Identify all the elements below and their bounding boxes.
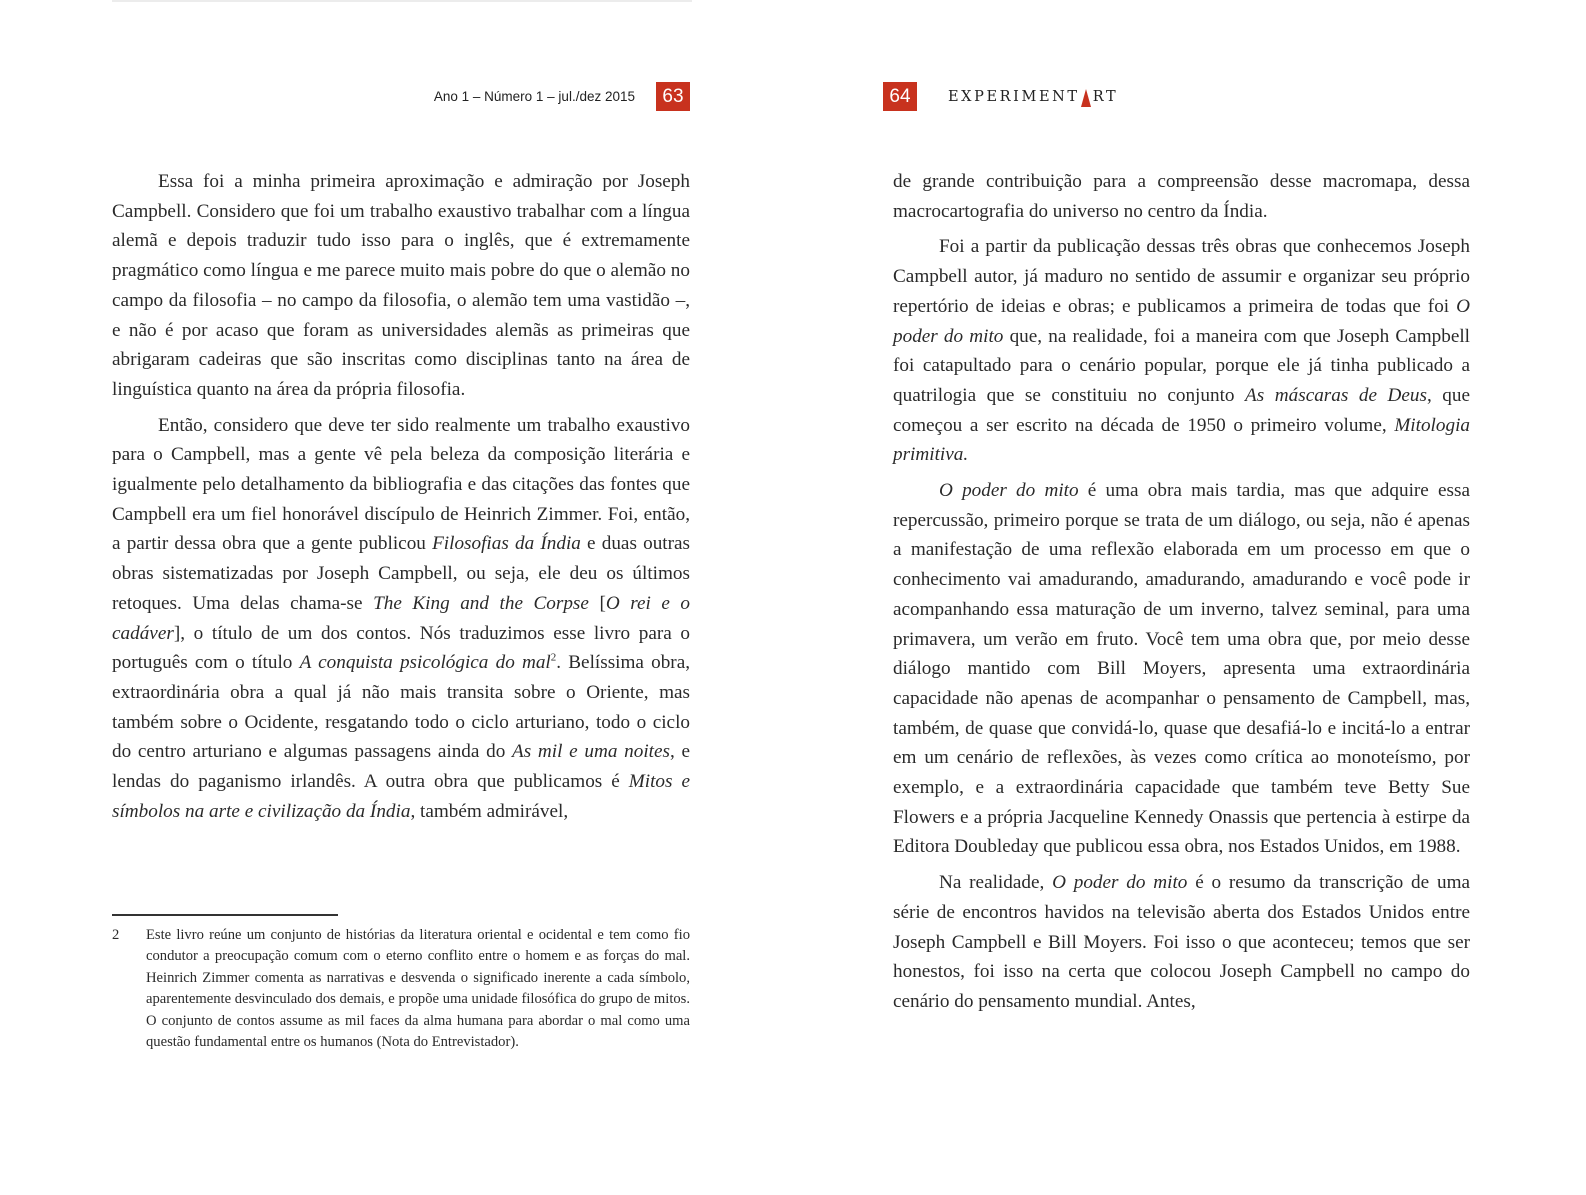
paragraph: Então, considero que deve ter sido realmente um trabalho exaustivo para o Campbell, mas a gente vê pela beleza da composição literária e igualmente pelo detalhamento da bibliografia e das citações das fontes que Campbell era um fiel honorável discípulo de Heinrich Zimmer. Foi, então, a partir dessa obra que a gente publicou Filosofias da Índia e duas outras obras sistematizadas por Joseph Campbell, ou seja, ele deu os últimos retoques. Uma delas chama-se The King and the Corpse [O rei e o cadáver], o título de um dos contos. Nós traduzimos esse livro para o português com o título A conquista psicológica do mal$^2$. Belíssima obra, extraordinária obra a qual já não mais transita sobre o Oriente, mas também sobre o Ocidente, resgatando todo o ciclo arturiano, todo o ciclo do centro arturiano e algumas passagens ainda do As mil e uma noites, e lendas do paganismo irlandês. A outra obra que publicamos é Mitos e símbolos na arte e civilização da Índia, também admirável, <box>112 414 691 822</box>
left-page-header <box>434 82 690 111</box>
right-page-body <box>893 167 1470 1023</box>
left-page-body <box>112 167 690 832</box>
footnote-text: Este livro reúne um conjunto de histórias da literatura oriental e ocidental e tem como fio condutor a preocupação comum com o eterno conflito entre o homem e as forças do mal. Heinrich Zimmer comenta as narrativas e desvenda o significado inerente a cada símbolo, aparentemente desvinculado dos demais, e propõe uma unidade filosófica do grupo de mitos. O conjunto de contos assume as mil faces da alma humana para abordar o mal como uma questão fundamental entre os humanos (Nota do Entrevistador). <box>146 927 690 1051</box>
footnote-number: 2 <box>112 927 120 943</box>
left-page <box>112 0 690 1195</box>
paragraph: Na realidade, O poder do mito é o resumo da transcrição de uma série de encontros havidos na televisão aberta dos Estados Unidos entre Joseph Campbell e Bill Moyers. Foi isso o que aconteceu; temos que ser honestos, foi isso na certa que colocou Joseph Campbell no campo do cenário do pensamento mundial. Antes, <box>893 872 1471 1012</box>
right-page-header <box>883 82 1118 111</box>
paragraph: Foi a partir da publicação dessas três obras que conhecemos Joseph Campbell autor, já maduro no sentido de assumir e organizar seu próprio repertório de ideias e obras; e publicamos a primeira de todas que foi O poder do mito que, na realidade, foi a maneira com que Joseph Campbell foi catapultado para o cenário popular, porque ele já tinha publicado a quatrilogia que se constituiu no conjunto As máscaras de Deus, que começou a ser escrito na década de 1950 o primeiro volume, Mitologia primitiva. <box>893 236 1470 466</box>
running-head: Ano 1 – Número 1 – jul./dez 2015 <box>433 89 635 104</box>
page-number-badge: 63 <box>656 82 690 111</box>
paragraph: O poder do mito é uma obra mais tardia, mas que adquire essa repercussão, primeiro porque se trata de um diálogo, ou seja, não é apenas a manifestação de uma reflexão elaborada em um processo em que o conhecimento vai amadurando, amadurando, amadurando e você pode ir acompanhando essa maturação de um inverno, talvez seminal, para uma primavera, um verão em fruto. Você tem uma obra que, por meio desse diálogo mantido com Bill Moyers, apresenta uma extraordinária capacidade não apenas de acompanhar o pensamento de Campbell, mas, também, de quase que convidá-lo, quase que desafiá-lo e incitá-lo a entrar em um cenário de reflexões, às vezes como crítica ao monoteísmo, por exemplo, e a extraordinária capacidade que também teve Betty Sue Flowers e a própria Jacqueline Kennedy Onassis que pertencia à estirpe da Editora Doubleday que publicou essa obra, nos Estados Unidos, em 1988. <box>893 480 1470 858</box>
footnote <box>112 925 690 1053</box>
footnote-divider <box>112 914 338 916</box>
footnote-ref: 2 <box>550 651 557 664</box>
journal-logo: EXPERIMENT RT <box>948 88 1119 105</box>
right-page <box>889 0 1471 1195</box>
logo-a-mark-icon <box>1081 89 1091 107</box>
paragraph: de grande contribuição para a compreensão desse macromapa, dessa macrocartografia do universo no centro da Índia. <box>893 171 1470 222</box>
paragraph: Essa foi a minha primeira aproximação e admiração por Joseph Campbell. Considero que foi um trabalho exaustivo trabalhar com a língua alemã e depois traduzir tudo isso para o inglês, que é extremamente pragmático como língua e me parece muito mais pobre do que o alemão no campo da filosofia – no campo da filosofia, o alemão tem uma vastidão –, e não é por acaso que foram as universidades alemãs as primeiras que abrigaram cadeiras que são inscritas como disciplinas tanto na área de linguística quanto na área da própria filosofia. <box>112 171 690 400</box>
page-number-badge: 64 <box>883 82 917 111</box>
